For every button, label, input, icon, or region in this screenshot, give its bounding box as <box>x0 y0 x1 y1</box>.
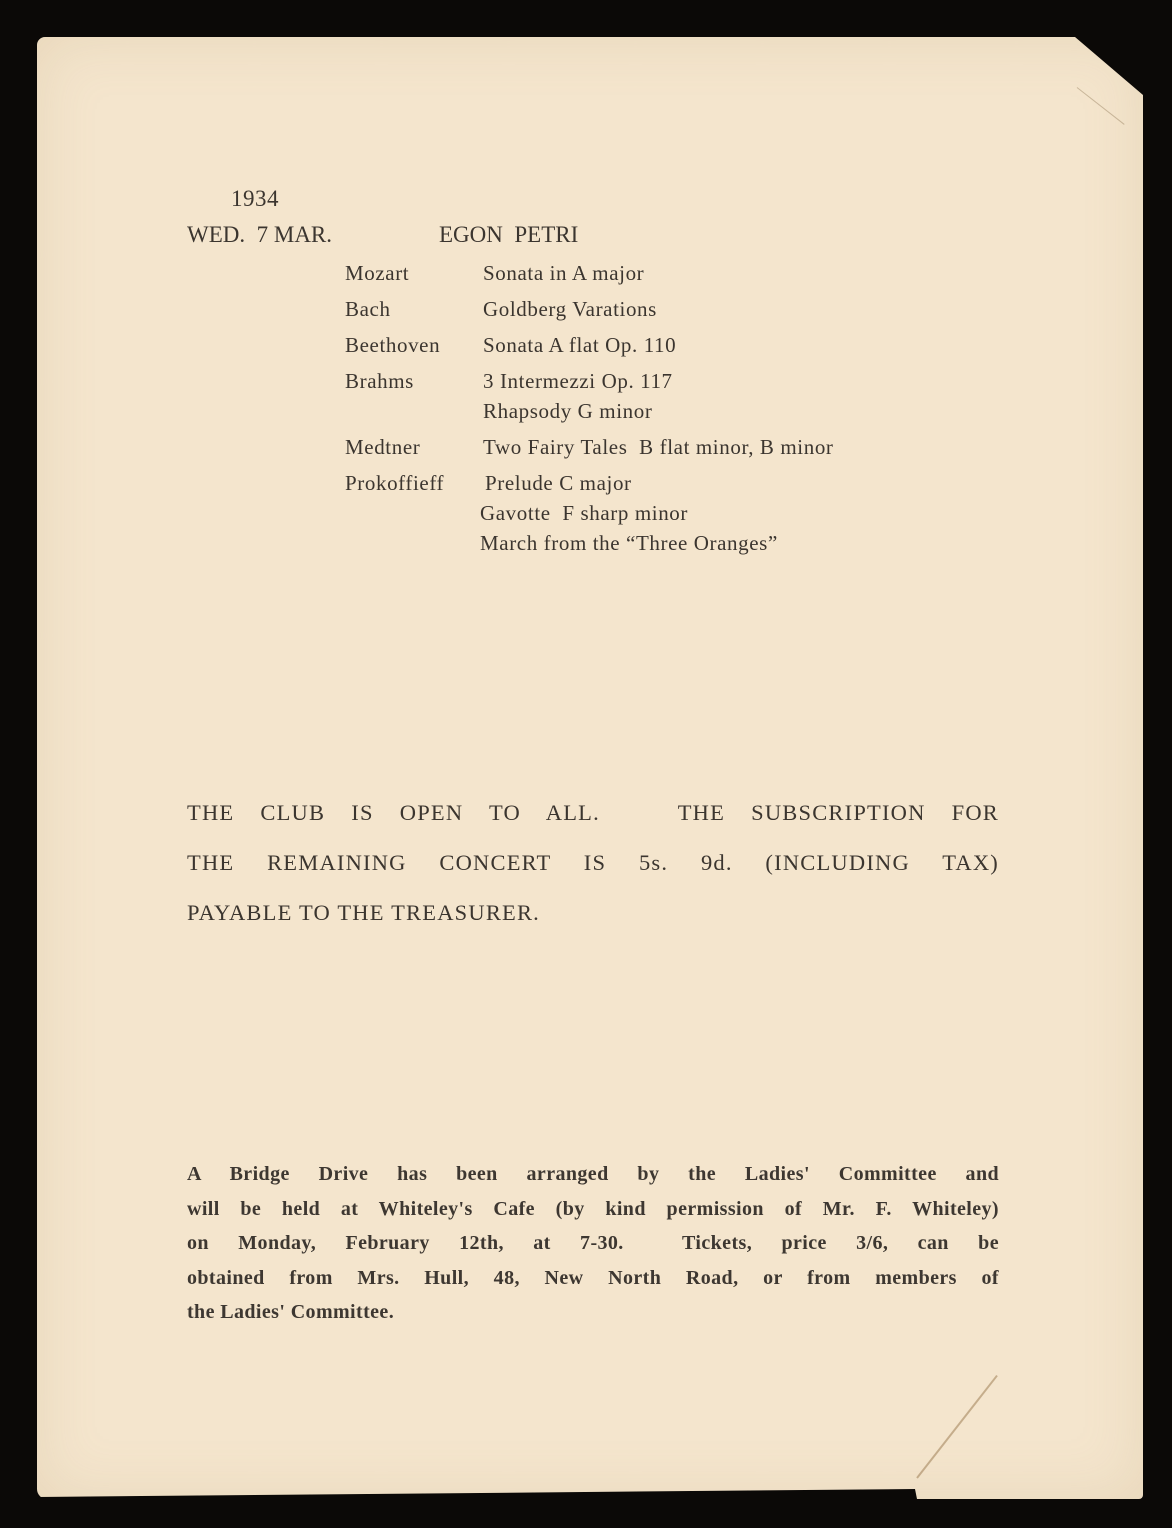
concert-heading <box>187 222 578 248</box>
work-title: Gavotte F sharp minor <box>480 501 689 525</box>
concert-year: 1934 <box>231 186 279 211</box>
programme-item <box>345 366 834 426</box>
programme-item <box>345 432 834 462</box>
work-title: 3 Intermezzi Op. 117 <box>483 369 673 393</box>
works-list <box>483 258 644 288</box>
works-list <box>480 468 778 558</box>
programme-item <box>345 294 834 324</box>
announcement-line: on Monday, February 12th, at 7-30. Tickets, price 3/6, can be <box>187 1232 999 1254</box>
programme-item <box>345 330 834 360</box>
work-title: Rhapsody G minor <box>483 399 653 423</box>
corner-fold-top-right <box>1077 87 1125 125</box>
work-title: Prelude C major <box>485 471 632 495</box>
programme-item <box>345 258 834 288</box>
composer-name: Mozart <box>345 261 410 285</box>
programme-item <box>345 468 834 558</box>
bridge-drive-announcement <box>187 1157 999 1330</box>
notice-line: THE CLUB IS OPEN TO ALL. THE SUBSCRIPTION FOR <box>187 800 999 825</box>
corner-tear-bottom-right <box>916 1375 998 1479</box>
concert-date: WED. 7 MAR. <box>187 222 333 247</box>
composer-name: Medtner <box>345 435 421 459</box>
work-title: Sonata in A major <box>483 261 645 285</box>
works-list <box>483 330 676 360</box>
notice-line: PAYABLE TO THE TREASURER. <box>187 900 540 925</box>
subscription-notice <box>187 788 999 938</box>
notice-line: THE REMAINING CONCERT IS 5s. 9d. (INCLUDING TAX) <box>187 850 999 875</box>
performer-name: EGON PETRI <box>439 222 579 247</box>
work-title: Two Fairy Tales B flat minor, B minor <box>483 435 834 459</box>
work-title: Goldberg Varations <box>483 297 657 321</box>
announcement-line: will be held at Whiteley's Cafe (by kind permission of Mr. F. Whiteley) <box>187 1197 999 1220</box>
works-list <box>483 294 657 324</box>
composer-name: Bach <box>345 297 391 321</box>
work-title: Sonata A flat Op. 110 <box>483 333 677 357</box>
announcement-line: A Bridge Drive has been arranged by the Ladies' Committee and <box>187 1163 999 1185</box>
announcement-line: the Ladies' Committee. <box>187 1301 395 1323</box>
works-list <box>483 432 834 462</box>
works-list <box>483 366 673 426</box>
work-title: March from the “Three Oranges” <box>480 531 778 555</box>
composer-name: Prokoffieff <box>345 471 445 495</box>
announcement-line: obtained from Mrs. Hull, 48, New North Road, or from members of <box>187 1266 999 1289</box>
composer-name: Brahms <box>345 369 414 393</box>
composer-name: Beethoven <box>345 333 441 357</box>
programme-list <box>345 258 834 564</box>
